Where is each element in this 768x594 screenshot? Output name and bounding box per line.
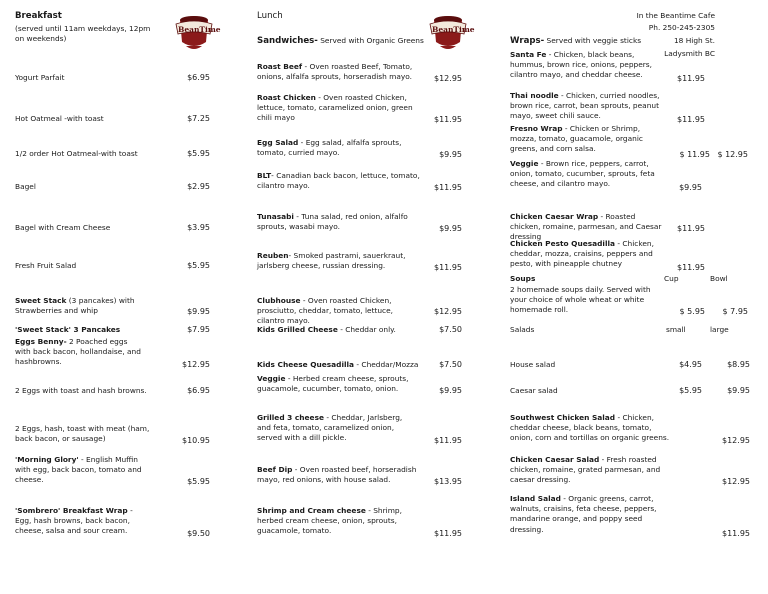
breakfast-note: (served until 11am weekdays, 12pm on weekends) — [15, 24, 151, 44]
beantime-logo — [170, 10, 221, 52]
menu-item: Santa Fe - Chicken, black beans, hummus, brown rice, onions, peppers, cilantro mayo, and cheddar cheese. — [510, 50, 652, 80]
soups-desc: 2 homemade soups daily. Served with your choice of whole wheat or white homemade roll. — [510, 285, 651, 315]
cafe-street: 18 High St. — [673, 36, 715, 45]
menu-item: Hot Oatmeal -with toast — [15, 114, 104, 123]
item-price: $11.95 — [434, 436, 462, 445]
large-price: $12.95 — [722, 436, 750, 445]
menu-item: 'Sombrero' Breakfast Wrap - Egg, hash browns, back bacon, cheese, salsa and sour cream. — [15, 506, 133, 536]
menu-item: Yogurt Parfait — [15, 73, 65, 82]
item-price: $11.95 — [677, 74, 705, 83]
item-price: $11.95 — [677, 224, 705, 233]
menu-item: Chicken Pesto Quesadilla - Chicken, cheddar, mozza, craisins, peppers and pesto, with pineapple chutney — [510, 239, 654, 269]
item-price: $9.95 — [439, 224, 462, 233]
sandwiches-heading: Sandwiches- Served with Organic Greens — [257, 36, 424, 46]
menu-item: Chicken Caesar Salad - Fresh roasted chicken, romaine, grated parmesan, and caesar dressing. — [510, 455, 661, 485]
cup-price: $ 5.95 — [679, 307, 705, 316]
menu-item: Veggie - Brown rice, peppers, carrot, onion, tomato, cucumber, sprouts, feta cheese, and cilantro mayo. — [510, 159, 655, 189]
menu-item: Kids Cheese Quesadilla - Cheddar/Mozza — [257, 360, 419, 369]
item-price: $11.95 — [434, 529, 462, 538]
beantime-logo — [424, 10, 475, 52]
item-price: $ 11.95 — [679, 150, 710, 159]
small-label: small — [666, 325, 686, 334]
menu-item: Grilled 3 cheese - Cheddar, Jarlsberg, and feta, tomato, caramelized onion, served with a dill pickle. — [257, 413, 403, 443]
item-price-large: $ 12.95 — [717, 150, 748, 159]
menu-item: Island Salad - Organic greens, carrot, walnuts, craisins, feta cheese, peppers, mandarine orange, and poppy seed dressing. — [510, 494, 657, 534]
menu-item: 2 Eggs, hash, toast with meat (ham, back bacon, or sausage) — [15, 424, 150, 444]
menu-item: Tunasabi - Tuna salad, red onion, alfalfo sprouts, wasabi mayo. — [257, 212, 408, 232]
menu-item: House salad — [510, 360, 556, 369]
item-price: $11.95 — [434, 183, 462, 192]
item-price: $5.95 — [187, 261, 210, 270]
menu-item: Clubhouse - Oven roasted Chicken, prosciutto, cheddar, tomato, lettuce, cilantro mayo. — [257, 296, 394, 326]
item-price: $9.95 — [439, 386, 462, 395]
cafe-city: Ladysmith BC — [664, 49, 715, 58]
item-price: $11.95 — [677, 263, 705, 272]
item-price: $5.95 — [187, 149, 210, 158]
item-price: $7.50 — [439, 325, 462, 334]
menu-item: Reuben- Smoked pastrami, sauerkraut, jarlsberg cheese, russian dressing. — [257, 251, 406, 271]
menu-item: Fresh Fruit Salad — [15, 261, 77, 270]
menu-item: Caesar salad — [510, 386, 558, 395]
menu-item: Chicken Caesar Wrap - Roasted chicken, romaine, parmesan, and Caesar dressing — [510, 212, 662, 242]
item-price: $12.95 — [434, 74, 462, 83]
menu-item: Bagel with Cream Cheese — [15, 223, 111, 232]
menu-item: Egg Salad - Egg salad, alfalfa sprouts, tomato, curried mayo. — [257, 138, 402, 158]
salads-title: Salads — [510, 325, 535, 334]
menu-item: 'Morning Glory' - English Muffin with egg, back bacon, tomato and cheese. — [15, 455, 142, 485]
item-price: $7.50 — [439, 360, 462, 369]
large-price: $12.95 — [722, 477, 750, 486]
item-price: $5.95 — [187, 477, 210, 486]
menu-item: Thai noodle - Chicken, curried noodles, brown rice, carrot, bean sprouts, peanut mayo, sweet chili sauce. — [510, 91, 660, 121]
menu-item: Shrimp and Cream cheese - Shrimp, herbed cream cheese, onion, sprouts, guacamole, tomato. — [257, 506, 402, 536]
item-price: $12.95 — [182, 360, 210, 369]
item-price: $9.95 — [187, 307, 210, 316]
lunch-title: Lunch — [257, 11, 283, 21]
small-price: $5.95 — [679, 386, 702, 395]
wraps-heading: Wraps- Served with veggie sticks — [510, 36, 642, 46]
item-price: $7.95 — [187, 325, 210, 334]
menu-item: Beef Dip - Oven roasted beef, horseradish mayo, red onions, with house salad. — [257, 465, 417, 485]
item-price: $11.95 — [434, 263, 462, 272]
cup-label: Cup — [664, 274, 679, 283]
bowl-price: $ 7.95 — [722, 307, 748, 316]
menu-item: BLT- Canadian back bacon, lettuce, tomato, cilantro mayo. — [257, 171, 420, 191]
menu-item: 2 Eggs with toast and hash browns. — [15, 386, 147, 395]
bowl-label: Bowl — [710, 274, 728, 283]
item-price: $11.95 — [434, 115, 462, 124]
logo-text: BeanTime — [432, 25, 475, 34]
item-price: $3.95 — [187, 223, 210, 232]
item-price: $2.95 — [187, 182, 210, 191]
menu-item: 1/2 order Hot Oatmeal-with toast — [15, 149, 138, 158]
small-price: $4.95 — [679, 360, 702, 369]
menu-item: Fresno Wrap - Chicken or Shrimp, mozza, tomato, guacamole, organic greens, and corn salsa. — [510, 124, 643, 154]
logo-text: BeanTime — [178, 25, 221, 34]
menu-item: Southwest Chicken Salad - Chicken, cheddar cheese, black beans, tomato, onion, corn and tortillas on organic greens. — [510, 413, 670, 443]
menu-item: Bagel — [15, 182, 36, 191]
item-price: $9.95 — [439, 150, 462, 159]
large-price: $9.95 — [727, 386, 750, 395]
large-price: $11.95 — [722, 529, 750, 538]
item-price: $6.95 — [187, 386, 210, 395]
item-price: $6.95 — [187, 73, 210, 82]
breakfast-title: Breakfast — [15, 11, 62, 21]
cafe-phone: Ph. 250-245-2305 — [648, 23, 715, 32]
menu-item: Veggie - Herbed cream cheese, sprouts, guacamole, cucumber, tomato, onion. — [257, 374, 409, 394]
item-price: $9.50 — [187, 529, 210, 538]
menu-item: Roast Chicken - Oven roasted Chicken, lettuce, tomato, caramelized onion, green chili mayo — [257, 93, 413, 123]
item-price: $12.95 — [434, 307, 462, 316]
large-label: large — [710, 325, 729, 334]
large-price: $8.95 — [727, 360, 750, 369]
menu-item: Sweet Stack (3 pancakes) with Strawberries and whip — [15, 296, 135, 316]
menu-item: Roast Beef - Oven roasted Beef, Tomato, onions, alfalfa sprouts, horseradish mayo. — [257, 62, 413, 82]
cafe-name: In the Beantime Cafe — [636, 11, 715, 20]
soups-title: Soups — [510, 274, 536, 283]
item-price: $11.95 — [677, 115, 705, 124]
item-price: $10.95 — [182, 436, 210, 445]
item-price: $7.25 — [187, 114, 210, 123]
menu-item: Kids Grilled Cheese - Cheddar only. — [257, 325, 396, 334]
menu-item: 'Sweet Stack' 3 Pancakes — [15, 325, 121, 334]
item-price: $13.95 — [434, 477, 462, 486]
item-price: $9.95 — [679, 183, 702, 192]
menu-item: Eggs Benny- 2 Poached eggs with back bacon, hollandaise, and hashbrowns. — [15, 337, 141, 367]
